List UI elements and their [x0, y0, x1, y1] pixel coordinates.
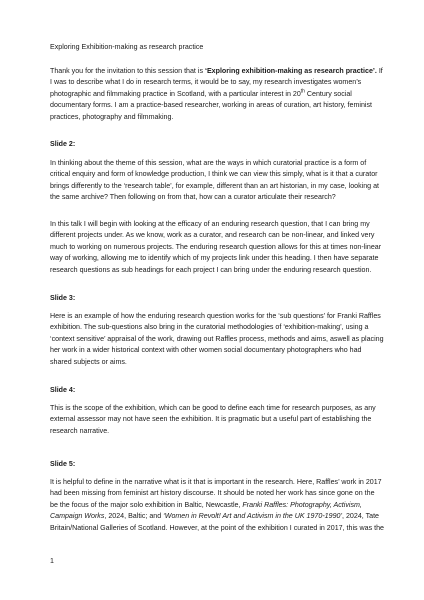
slide-2-paragraph-2: In this talk I will begin with looking at the efficacy of an enduring research question, that I can bring my different projects under. As we know, work as a curator, and research can be non-linear, and linked very much to working on numerous projects. The enduring research question allows for this at times non-linear way of working, allowing me to identify which of my projects link under this heading. I then have separate research questions as sub headings for each project I can bring under the enduring research question. — [50, 220, 382, 274]
document-title: Exploring Exhibition-making as research practice — [50, 43, 204, 51]
slide-3-paragraph: Here is an example of how the enduring research question works for the ‘sub questions’ for Franki Raffles exhibition. The sub-questions also bring in the curatorial methodologies of ‘exhibition-making’, using a ‘context sensitive’ appraisal of the work, drawing out Raffles process, methods and aims, aswell as placing her work in a wider historical context with other women social documentary photographers who had shared subjects or aims. — [50, 312, 384, 366]
slide-5-heading: Slide 5: — [50, 460, 76, 468]
slide-5-text-2: , 2024, Baltic; and — [104, 512, 164, 521]
slide-5-text-1: It is helpful to define in the narrative what is it that is important in the research. Here, Raffles’ work in 2017 had been missing from feminist art history discourse. It should be noted her work has since gone on the be the focus of the major solo exhibition in Baltic, Newcastle, — [50, 478, 382, 509]
slide-5-text-3: , 2024, Tate Britain/National Galleries of Scotland. However, at the point of the exhibition I curated in 2017, this was the — [50, 512, 384, 532]
slide-5-italic-title-1: Franki Raffles: Photography, Activism, Campaign Works — [50, 500, 362, 521]
slide-4-heading: Slide 4: — [50, 386, 76, 394]
slide-4-paragraph: This is the scope of the exhibition, which can be good to define each time for research purposes, as any external assessor may not have seen the exhibition. It is pragmatic but a useful part of establishing the research narrative. — [50, 404, 376, 435]
intro-text-2: Century social documentary forms. I am a practice-based researcher, working in areas of curation, art history, feminist practices, photography and filmmaking. — [50, 89, 372, 121]
intro-lead: Thank you for the invitation to this session that is — [50, 67, 205, 75]
slide-5-italic-title-2: ‘Women in Revolt! Art and Activism in the UK 1970-1990’ — [163, 512, 343, 521]
slide-2-paragraph-1: In thinking about the theme of this session, what are the ways in which curatorial practice is a form of critical enquiry and form of knowledge production, I think we can view this simply, what is it that a curator brings differently to the ‘research table’, for example, different than an art historian, in my case, looking at the same archive? Then following on from that, how can a curator articulate their research? — [50, 159, 379, 202]
intro-text-1: If I was to describe what I do in research terms, it would be to say, my research investigates women’s photographic and filmmaking practice in Scotland, with a particular interest in 20 — [50, 67, 383, 98]
slide-3-heading: Slide 3: — [50, 294, 76, 302]
slide-5-paragraph — [50, 477, 384, 534]
intro-bold-title: ‘Exploring exhibition-making as research practice’. — [204, 67, 377, 75]
intro-paragraph — [50, 66, 384, 123]
intro-superscript: th — [300, 88, 305, 95]
slide-2-heading: Slide 2: — [50, 140, 76, 148]
page-number: 1 — [50, 557, 54, 565]
